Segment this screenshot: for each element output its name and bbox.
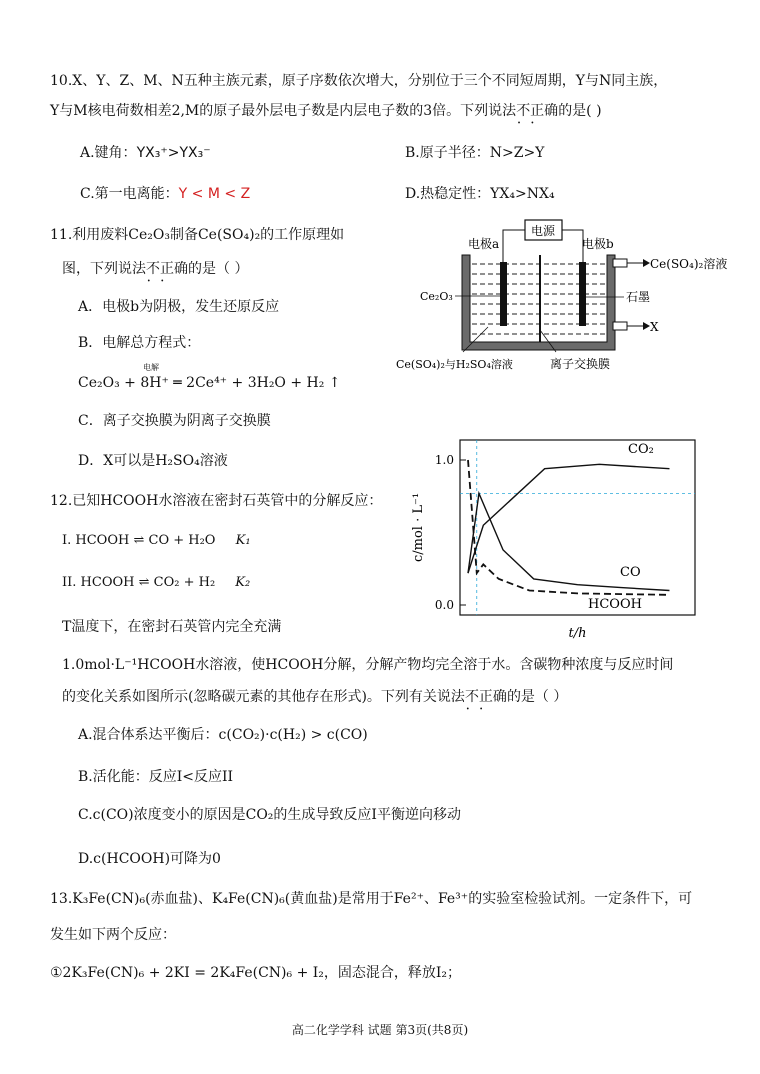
q10-option-c: C.第一电离能：Y < M < Z (80, 186, 251, 202)
q10-option-d: D.热稳定性：YX₄>NX₄ (405, 186, 555, 202)
q11-eq-condition: 电解 (143, 363, 159, 372)
q12-stem-line3: 1.0mol·L⁻¹HCOOH水溶液，使HCOOH分解，分解产物均完全溶于水。含碳物种浓度与反应时间 (62, 657, 674, 673)
q11-stem-line1: 11.利用废料Ce₂O₃制备Ce(SO₄)₂的工作原理如 (50, 227, 345, 243)
q12-option-b: B.活化能：反应I<反应II (78, 769, 234, 785)
membrane-label: 离子交换膜 (550, 357, 611, 371)
inlet-label: X (650, 320, 659, 334)
power-label: 电源 (530, 224, 556, 238)
inlet-arrow-icon (643, 322, 650, 330)
q11-option-c: C．离子交换膜为阴离子交换膜 (78, 413, 271, 429)
emphasis-dots: 不正确 • • (516, 103, 558, 119)
q12-stem-line2: T温度下，在密封石英管内完全充满 (62, 619, 282, 635)
q12-reaction-1: I. HCOOH ⇌ CO + H₂O K₁ (62, 533, 251, 548)
electrode-a (500, 262, 507, 326)
electrolysis-diagram (0, 0, 760, 440)
series-line-0 (468, 464, 669, 573)
left-solution-label: Ce(SO₄)₂与H₂SO₄溶液 (396, 358, 513, 371)
emphasis-dots: 不正确 • • (465, 689, 507, 705)
ce2o3-label: Ce₂O₃ (420, 290, 453, 303)
y-tick-label: 1.0 (434, 453, 454, 467)
q12-option-a: A.混合体系达平衡后：c(CO₂)·c(H₂) > c(CO) (78, 727, 368, 743)
q11-option-b: B．电解总方程式： (78, 335, 201, 351)
electrode-a-label: 电极a (468, 237, 500, 251)
q10-option-a: A.键角：YX₃⁺>YX₃⁻ (80, 145, 211, 161)
q11-equation: Ce₂O₃ + 8H⁺ ═ 2Ce⁴⁺ + 3H₂O + H₂ ↑ (78, 375, 341, 391)
electrode-b-label: 电极b (582, 237, 614, 251)
wire-b (562, 230, 583, 262)
q12-reaction-2: II. HCOOH ⇌ CO₂ + H₂ K₂ (62, 575, 251, 590)
electrode-b (579, 262, 586, 326)
graphite-label: 石墨 (626, 290, 651, 304)
q13-stem-line1: 13.K₃Fe(CN)₆(赤血盐)、K₄Fe(CN)₆(黄血盐)是常用于Fe²⁺、Fe³⁺的实验室检验试剂。一定条件下，可 (50, 891, 693, 907)
y-tick-label: 0.0 (434, 598, 454, 612)
q12-stem-line1: 12.已知HCOOH水溶液在密封石英管中的分解反应： (50, 493, 383, 509)
y-axis-label: c/mol · L⁻¹ (411, 492, 426, 563)
series-label-1: CO (620, 565, 641, 580)
q13-stem-line2: 发生如下两个反应： (50, 927, 176, 943)
q11-option-d: D．X可以是H₂SO₄溶液 (78, 453, 228, 469)
emphasis-dots: 不正确 • • (146, 261, 188, 277)
q12-stem-line4: 的变化关系如图所示(忽略碳元素的其他存在形式)。下列有关说法不正确 • •的是（ ） (62, 690, 567, 704)
q10-stem-line1: 10.X、Y、Z、M、N五种主族元素，原子序数依次增大，分别位于三个不同短周期，Y与N同主族， (50, 73, 668, 89)
q11-stem-line2: 图，下列说法不正确 • •的是（ ） (62, 262, 248, 276)
series-label-2: HCOOH (588, 596, 642, 612)
q12-option-d: D.c(HCOOH)可降为0 (78, 851, 221, 867)
concentration-chart (400, 430, 700, 645)
x-axis-label: t/h (568, 626, 587, 641)
series-label-0: CO₂ (628, 441, 654, 457)
q10-option-b: B.原子半径：N>Z>Y (405, 145, 545, 161)
wire-a (503, 230, 525, 262)
page-footer: 高二化学学科 试题 第3页(共8页) (291, 1023, 469, 1037)
outlet-label: Ce(SO₄)₂溶液 (650, 257, 728, 271)
q11-option-a: A．电极b为阴极，发生还原反应 (78, 299, 280, 315)
vessel-wall (462, 255, 615, 350)
q10-stem-line2: Y与M核电荷数相差2,M的原子最外层电子数是内层电子数的3倍。下列说法不正确 • •的是( ) (50, 104, 602, 118)
q13-reaction-1: ①2K₃Fe(CN)₆ + 2KI = 2K₄Fe(CN)₆ + I₂，固态混合，释放I₂； (50, 965, 462, 981)
q12-option-c: C.c(CO)浓度变小的原因是CO₂的生成导致反应I平衡逆向移动 (78, 807, 461, 823)
outlet-arrow-icon (643, 259, 650, 267)
